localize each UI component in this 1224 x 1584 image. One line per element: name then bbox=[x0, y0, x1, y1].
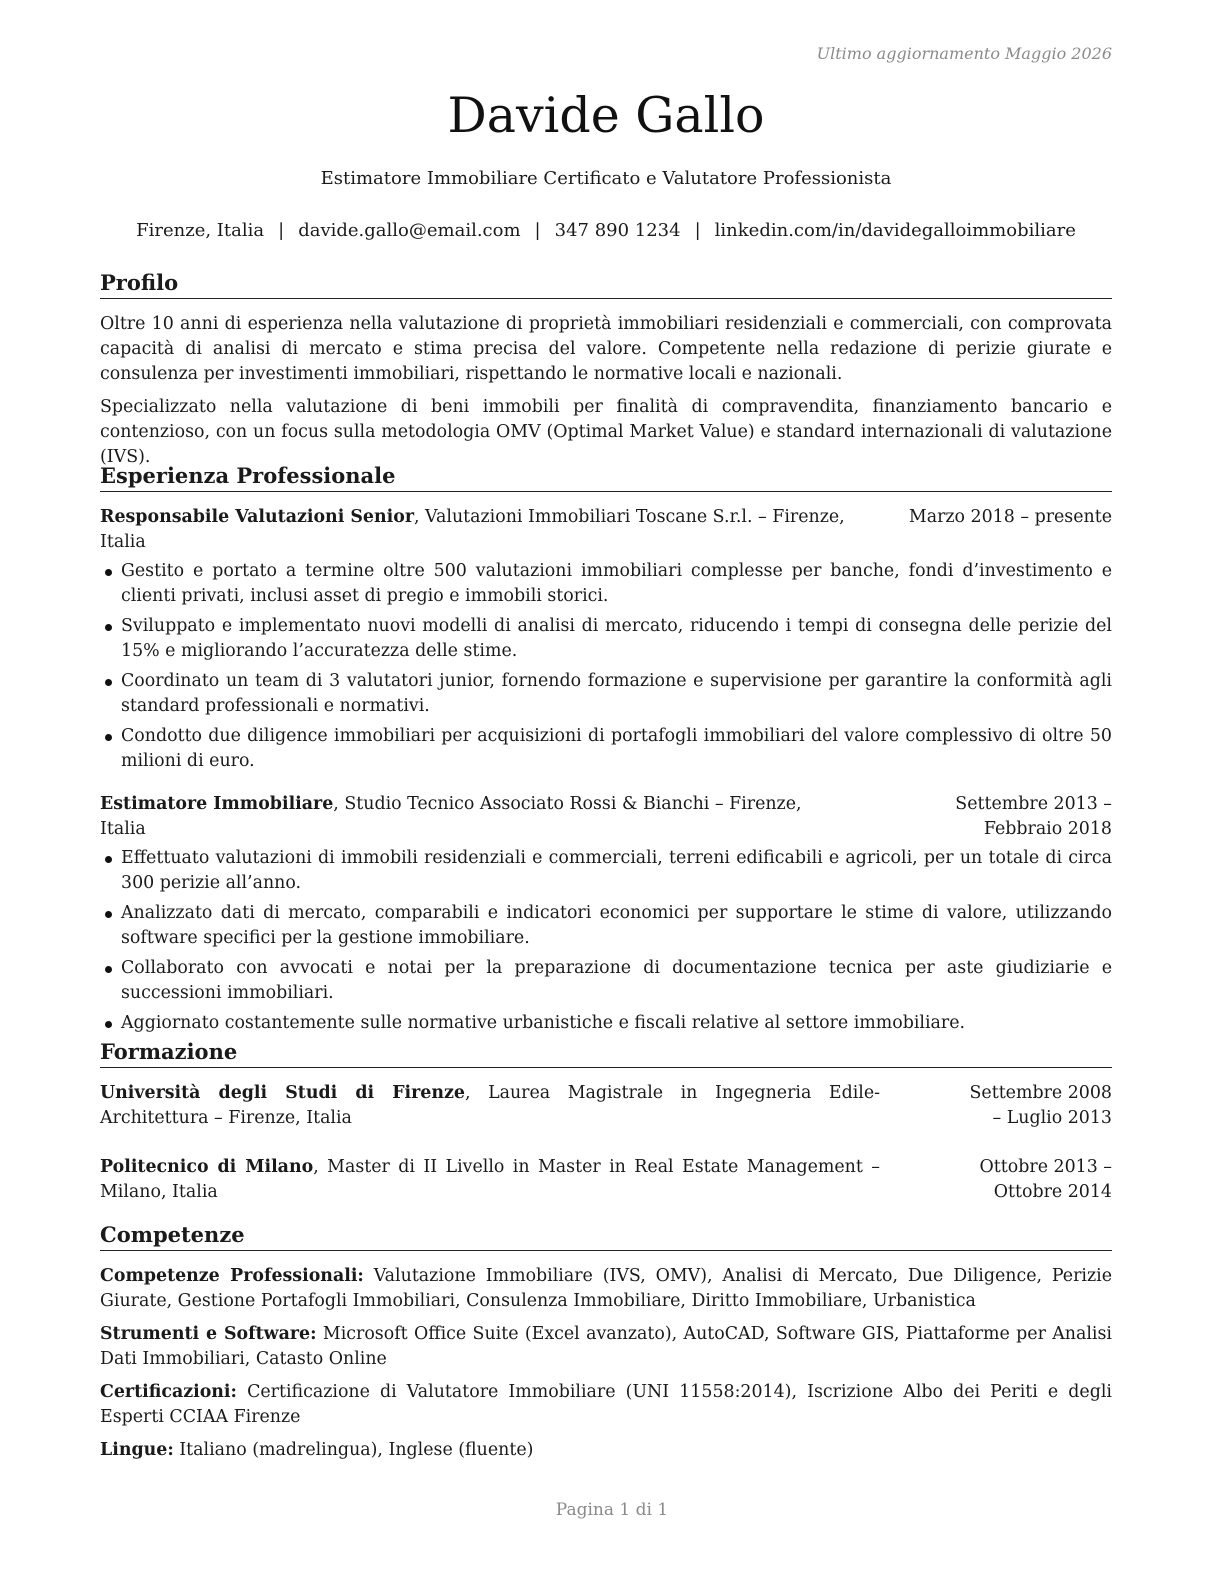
skill-row bbox=[100, 1264, 1112, 1314]
education-section bbox=[100, 1039, 1112, 1205]
job-bullet: Coordinato un team di 3 valutatori junior, fornendo formazione e supervisione per garantire la conformità agli standard professionali e normativi. bbox=[100, 669, 1112, 719]
job-dates: Marzo 2018 – presente bbox=[908, 507, 1112, 527]
page-footer: Pagina 1 di 1 bbox=[555, 1500, 669, 1520]
skill-label: Lingue: bbox=[100, 1440, 174, 1460]
education-entry bbox=[100, 1155, 1112, 1205]
contact-separator: | bbox=[534, 220, 541, 241]
skill-row bbox=[100, 1322, 1112, 1372]
section-title-skills: Competenze bbox=[100, 1222, 1112, 1251]
profile-section bbox=[100, 270, 1112, 470]
contact-email[interactable]: davide.gallo@email.com bbox=[298, 220, 521, 241]
candidate-headline: Estimatore Immobiliare Certificato e Valutatore Professionista bbox=[320, 168, 892, 189]
skill-row bbox=[100, 1380, 1112, 1430]
skill-value: Italiano (madrelingua), Inglese (fluente) bbox=[173, 1440, 534, 1460]
skill-row bbox=[100, 1438, 1112, 1463]
job-bullet: Sviluppato e implementato nuovi modelli di analisi di mercato, riducendo i tempi di consegna delle perizie del 15% e migliorando l’accuratezza delle stime. bbox=[100, 614, 1112, 664]
job-bullet: Collaborato con avvocati e notai per la preparazione di documentazione tecnica per aste giudiziarie e successioni immobiliari. bbox=[100, 956, 1112, 1006]
contact-separator: | bbox=[278, 220, 285, 241]
job-company: , Valutazioni Immobiliari Toscane S.r.l. – Firenze, Italia bbox=[100, 507, 845, 552]
education-entry bbox=[100, 1081, 1112, 1131]
last-updated: Ultimo aggiornamento Maggio 2026 bbox=[816, 44, 1112, 63]
job-bullets bbox=[100, 559, 1112, 774]
contact-line bbox=[40, 219, 1172, 243]
skill-label: Certificazioni: bbox=[100, 1382, 237, 1402]
skill-label: Strumenti e Software: bbox=[100, 1324, 317, 1344]
job-header bbox=[100, 792, 1112, 842]
job-header bbox=[100, 505, 1112, 555]
skills-section bbox=[100, 1222, 1112, 1463]
contact-linkedin[interactable]: linkedin.com/in/davidegalloimmobiliare bbox=[714, 220, 1076, 241]
profile-paragraph: Specializzato nella valutazione di beni immobili per finalità di compravendita, finanziamento bancario e contenzioso, con un focus sulla metodologia OMV (Optimal Market Value) e standard internazionali di valutazione (IVS). bbox=[100, 397, 1112, 467]
section-title-education: Formazione bbox=[100, 1039, 1112, 1068]
job-dates: Settembre 2013 – Febbraio 2018 bbox=[955, 794, 1112, 839]
skill-label: Competenze Professionali: bbox=[100, 1266, 364, 1286]
job-role: Estimatore Immobiliare bbox=[100, 794, 334, 814]
skill-value: Microsoft Office Suite (Excel avanzato), AutoCAD, Software GIS, Piattaforme per Analisi Dati Immobiliari, Catasto Online bbox=[100, 1324, 1112, 1369]
contact-phone: 347 890 1234 bbox=[554, 220, 681, 241]
skill-value: Certificazione di Valutatore Immobiliare (UNI 11558:2014), Iscrizione Albo dei Periti e degli Esperti CCIAA Firenze bbox=[100, 1382, 1112, 1427]
contact-separator: | bbox=[694, 220, 701, 241]
candidate-name: Davide Gallo bbox=[447, 87, 765, 144]
job-bullet: Effettuato valutazioni di immobili residenziali e commerciali, terreni edificabili e agricoli, per un totale di circa 300 perizie all’anno. bbox=[100, 846, 1112, 896]
education-dates: Ottobre 2013 – Ottobre 2014 bbox=[979, 1157, 1112, 1202]
job-company: , Studio Tecnico Associato Rossi & Bianchi – Firenze, Italia bbox=[100, 794, 802, 839]
job-bullet: Condotto due diligence immobiliari per acquisizioni di portafogli immobiliari del valore complessivo di oltre 50 milioni di euro. bbox=[100, 724, 1112, 774]
contact-location: Firenze, Italia bbox=[136, 220, 265, 241]
job-entry bbox=[100, 505, 1112, 774]
profile-paragraph: Oltre 10 anni di esperienza nella valutazione di proprietà immobiliari residenziali e commerciali, con comprovata capacità di analisi di mercato e stima precisa del valore. Competente nella redazione di perizie giurate e consulenza per investimenti immobiliari, rispettando le normative locali e nazionali. bbox=[100, 314, 1112, 384]
job-role: Responsabile Valutazioni Senior bbox=[100, 507, 414, 527]
education-detail: , Laurea Magistrale in Ingegneria Edile-Architettura – Firenze, Italia bbox=[100, 1083, 880, 1128]
education-school: Politecnico di Milano bbox=[100, 1157, 314, 1177]
job-bullet: Aggiornato costantemente sulle normative urbanistiche e fiscali relative al settore immobiliare. bbox=[100, 1011, 1112, 1036]
section-title-profile: Profilo bbox=[100, 270, 1112, 299]
experience-section bbox=[100, 463, 1112, 1041]
education-dates: Settembre 2008 – Luglio 2013 bbox=[969, 1083, 1112, 1128]
education-school: Università degli Studi di Firenze bbox=[100, 1083, 465, 1103]
skill-value: Valutazione Immobiliare (IVS, OMV), Analisi di Mercato, Due Diligence, Perizie Giurate, Gestione Portafogli Immobiliari, Consulenza Immobiliare, Diritto Immobiliare, Urbanistica bbox=[100, 1266, 1112, 1311]
job-bullets bbox=[100, 846, 1112, 1036]
job-entry bbox=[100, 792, 1112, 1036]
job-bullet: Gestito e portato a termine oltre 500 valutazioni immobiliari complesse per banche, fondi d’investimento e clienti privati, inclusi asset di pregio e immobili storici. bbox=[100, 559, 1112, 609]
job-bullet: Analizzato dati di mercato, comparabili e indicatori economici per supportare le stime di valore, utilizzando software specifici per la gestione immobiliare. bbox=[100, 901, 1112, 951]
section-title-experience: Esperienza Professionale bbox=[100, 463, 1112, 492]
education-detail: , Master di II Livello in Master in Real Estate Management – Milano, Italia bbox=[100, 1157, 880, 1202]
